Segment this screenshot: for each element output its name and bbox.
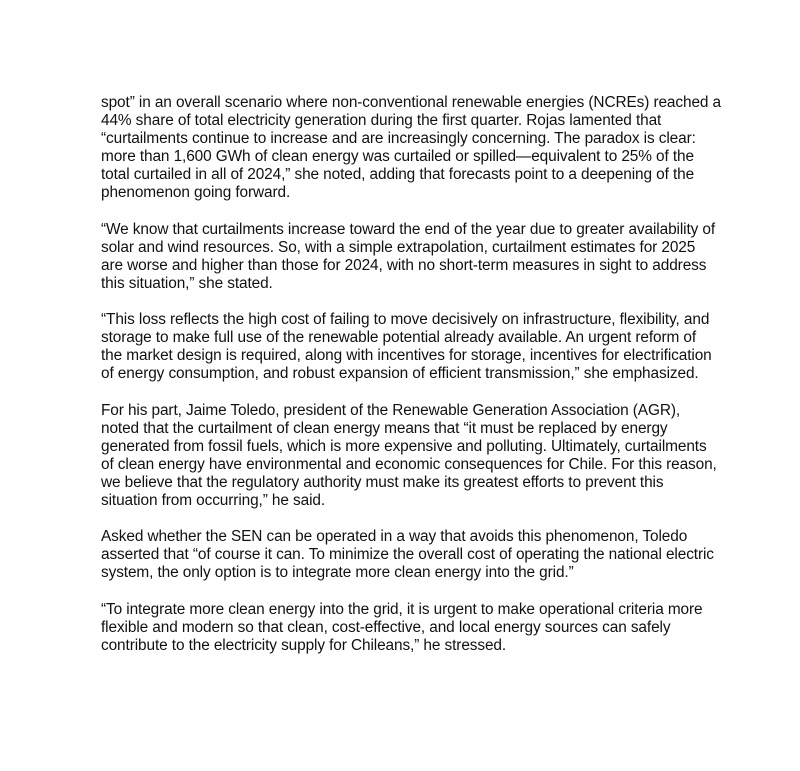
- article-body: [101, 94, 721, 673]
- article-paragraph: “We know that curtailments increase toward the end of the year due to greater availability of solar and wind resources. So, with a simple extrapolation, curtailment estimates for 2025 are worse and higher than those for 2024, with no short-term measures in sight to address this situation,” she stated.: [101, 220, 716, 292]
- article-paragraph: Asked whether the SEN can be operated in a way that avoids this phenomenon, Toledo asserted that “of course it can. To minimize the overall cost of operating the national electric system, the only option is to integrate more clean energy into the grid.”: [101, 528, 714, 582]
- article-paragraph: “To integrate more clean energy into the grid, it is urgent to make operational criteria more flexible and modern so that clean, cost-effective, and local energy sources can safely contribute to the electricity supply for Chileans,” he stressed.: [101, 600, 703, 654]
- article-paragraph: spot” in an overall scenario where non-conventional renewable energies (NCREs) reached a 44% share of total electricity generation during the first quarter. Rojas lamented that “curtailments continue to increase and are increasingly concerning. The paradox is clear: more than 1,600 GWh of clean energy was curtailed or spilled—equivalent to 25% of the total curtailed in all of 2024,” she noted, adding that forecasts point to a deepening of the phenomenon going forward.: [101, 94, 721, 202]
- article-paragraph: For his part, Jaime Toledo, president of the Renewable Generation Association (AGR), noted that the curtailment of clean energy means that “it must be replaced by energy generated from fossil fuels, which is more expensive and polluting. Ultimately, curtailments of clean energy have environmental and economic consequences for Chile. For this reason, we believe that the regulatory authority must make its greatest efforts to prevent this situation from occurring,” he said.: [101, 401, 717, 510]
- article-paragraph: “This loss reflects the high cost of failing to move decisively on infrastructure, flexibility, and storage to make full use of the renewable potential already available. An urgent reform of the market design is required, along with incentives for storage, incentives for electrification of energy consumption, and robust expansion of efficient transmission,” she emphasized.: [101, 311, 712, 383]
